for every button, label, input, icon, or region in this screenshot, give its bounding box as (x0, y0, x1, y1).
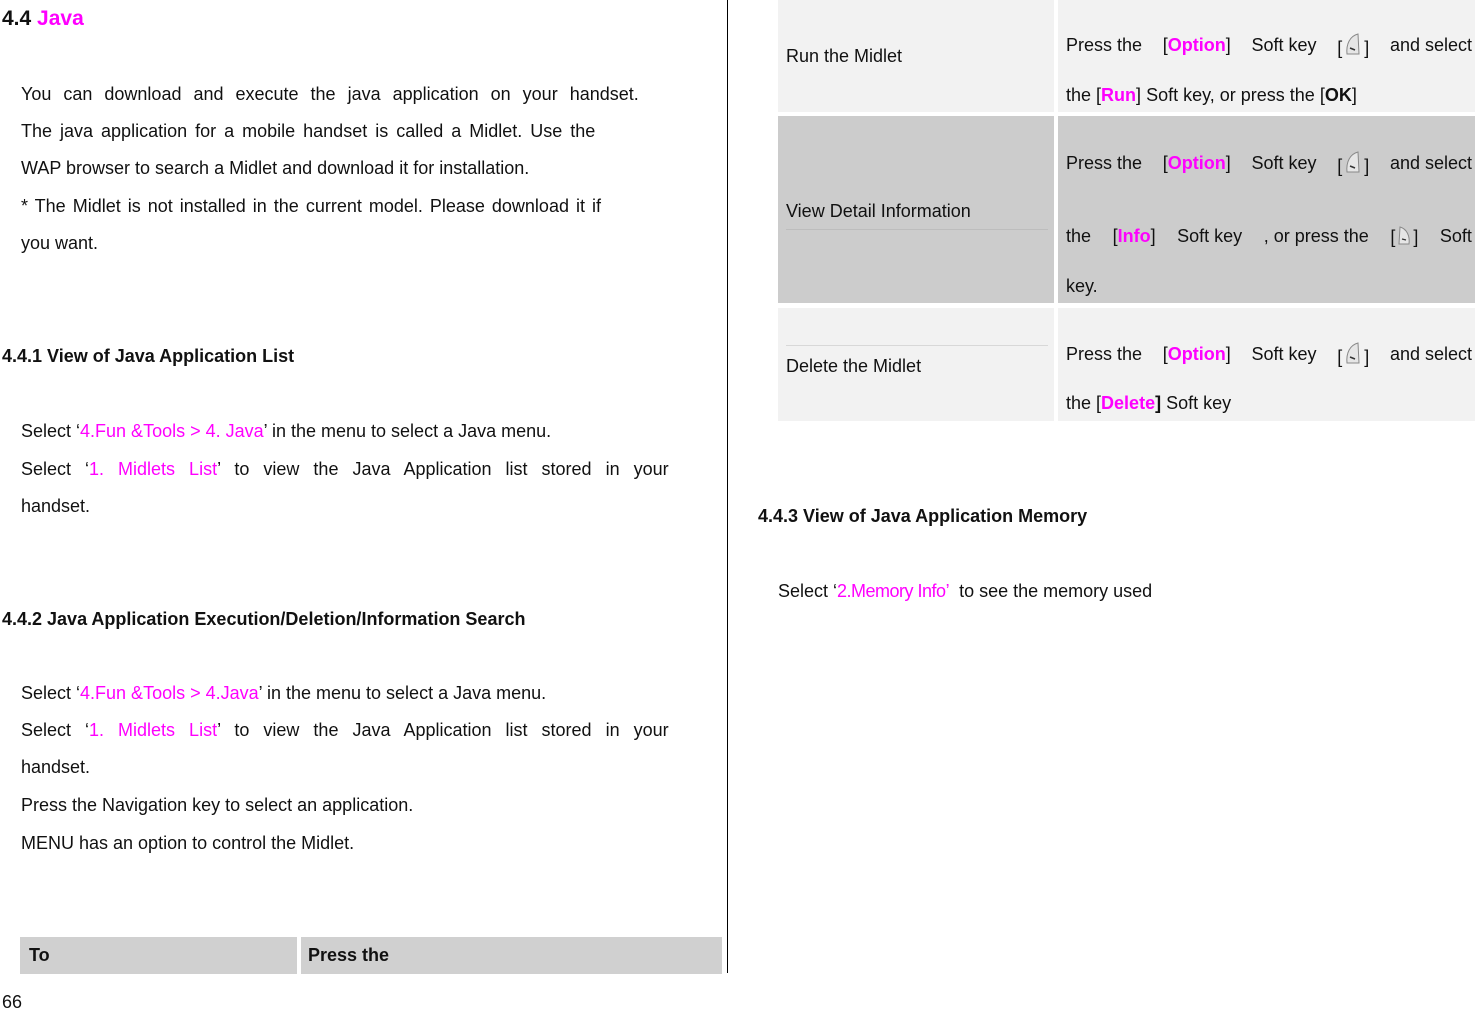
s441-list-pre: Select ‘ (21, 459, 90, 479)
info-tail1: Soft key (1177, 226, 1243, 246)
s441-select-menu (21, 413, 551, 450)
info-softkey-text: Soft key (1251, 153, 1317, 173)
intro-line-3 (21, 150, 529, 187)
s442-select-pre: Select ‘ (21, 683, 81, 703)
delete-the-text: the (1066, 393, 1092, 413)
delete-tail-text: Soft key (1166, 393, 1232, 413)
run-the-text: the (1066, 85, 1092, 105)
info-press-text: Press the (1066, 153, 1143, 173)
run-tail-text: Soft key, or press the (1146, 85, 1315, 105)
s441-list-post: ’ to view the Java Application list stored in your (217, 459, 669, 479)
left-softkey-icon (1344, 341, 1362, 367)
info-tail2: , or press the (1263, 226, 1369, 246)
run-run-key: Run (1101, 85, 1137, 105)
intro-text-5: you want. (21, 233, 99, 253)
intro-line-5 (21, 225, 98, 262)
intro-text-1: You can download and execute the java application on your handset. (21, 84, 639, 104)
heading-4-4-2: 4.4.2 Java Application Execution/Deletion/Information Search (2, 609, 526, 629)
s441-list-item: 1. Midlets List (89, 459, 218, 479)
page-number: 66 (2, 992, 23, 1012)
delete-softkey-text: Soft key (1251, 344, 1317, 364)
s441-select-pre: Select ‘ (21, 421, 81, 441)
left-softkey-icon (1344, 150, 1362, 176)
s441-menu-path: 4.Fun &Tools > 4. Java (80, 421, 264, 441)
s441-handset: handset. (21, 496, 91, 516)
s442-menu-option: MENU has an option to control the Midlet. (21, 833, 355, 853)
column-divider (727, 0, 728, 973)
table-header-to (20, 937, 297, 974)
info-the-text: the (1066, 226, 1092, 246)
row-delete-press-line1: Press the [Option] Soft key [ ] and select (1066, 341, 1472, 368)
heading-4-4-3: 4.4.3 View of Java Application Memory (758, 506, 1088, 526)
run-option-key: Option (1167, 35, 1226, 55)
info-info-key: Info (1117, 226, 1151, 246)
table-header-to-label: To (29, 945, 50, 965)
s442-handset: handset. (21, 757, 91, 777)
row-info-separator (786, 229, 1048, 230)
row-delete-action: Delete the Midlet (786, 356, 922, 376)
s442-select-post: ’ in the menu to select a Java menu. (258, 683, 547, 703)
section-title (2, 7, 84, 31)
info-tail3: Soft (1439, 226, 1472, 246)
info-and-select: and select (1389, 153, 1472, 173)
row-info-press-cell (1058, 116, 1475, 303)
s442-menu-path: 4.Fun &Tools > 4.Java (80, 683, 259, 703)
s443-select-pre: Select ‘ (778, 581, 838, 601)
row-info-action: View Detail Information (786, 201, 971, 221)
s442-list-item: 1. Midlets List (89, 720, 218, 740)
delete-and-select: and select (1389, 344, 1472, 364)
intro-line-4 (21, 188, 601, 225)
s442-select-menu (21, 675, 546, 712)
s443-memory-item: 2.Memory Info’ (837, 581, 950, 601)
delete-delete-key: Delete (1101, 393, 1156, 413)
s441-select-list (21, 451, 669, 488)
intro-text-2: The java application for a mobile handset is called a Midlet. Use the (21, 121, 596, 141)
s442-list-pre: Select ‘ (21, 720, 90, 740)
table-header-press-label: Press the (308, 945, 390, 965)
s442-navigation: Press the Navigation key to select an application. (21, 795, 414, 815)
run-ok-key: OK (1324, 85, 1352, 105)
row-run-action: Run the Midlet (786, 46, 903, 66)
run-and-select: and select (1389, 35, 1472, 55)
run-softkey-text: Soft key (1251, 35, 1317, 55)
delete-option-key: Option (1167, 344, 1226, 364)
s443-select-post: to see the memory used (959, 581, 1153, 601)
s442-list-post: ’ to view the Java Application list stored in your (217, 720, 669, 740)
intro-line-1 (21, 84, 690, 105)
delete-press-text: Press the (1066, 344, 1143, 364)
intro-text-4: * The Midlet is not installed in the current model. Please download it if (21, 196, 601, 216)
row-info-press-line1: Press the [Option] Soft key [ ] and select (1066, 150, 1472, 177)
table-header-press (301, 937, 722, 974)
row-run-press-line2: the [Run] Soft key, or press the [OK] (1066, 85, 1357, 105)
left-softkey-icon (1344, 32, 1362, 58)
s443-select-memory (778, 573, 1152, 610)
intro-text-3: WAP browser to search a Midlet and download it for installation. (21, 158, 530, 178)
row-delete-separator (786, 345, 1048, 346)
row-info-press-line3: key. (1066, 276, 1098, 296)
run-press-text: Press the (1066, 35, 1143, 55)
right-softkey-icon (1397, 225, 1411, 247)
s442-select-list (21, 712, 669, 749)
row-delete-press-line2: the [Delete] Soft key (1066, 393, 1232, 413)
row-info-press-line2: the [Info] Soft key , or press the [ ] Soft (1066, 226, 1472, 247)
intro-line-2 (21, 113, 595, 150)
section-number: 4.4 (2, 7, 32, 30)
row-run-press-line1: Press the [Option] Soft key [ ] and select (1066, 32, 1472, 59)
info-option-key: Option (1167, 153, 1226, 173)
heading-4-4-1: 4.4.1 View of Java Application List (2, 346, 295, 366)
s441-select-post: ’ in the menu to select a Java menu. (263, 421, 552, 441)
section-title-java: Java (37, 7, 84, 30)
